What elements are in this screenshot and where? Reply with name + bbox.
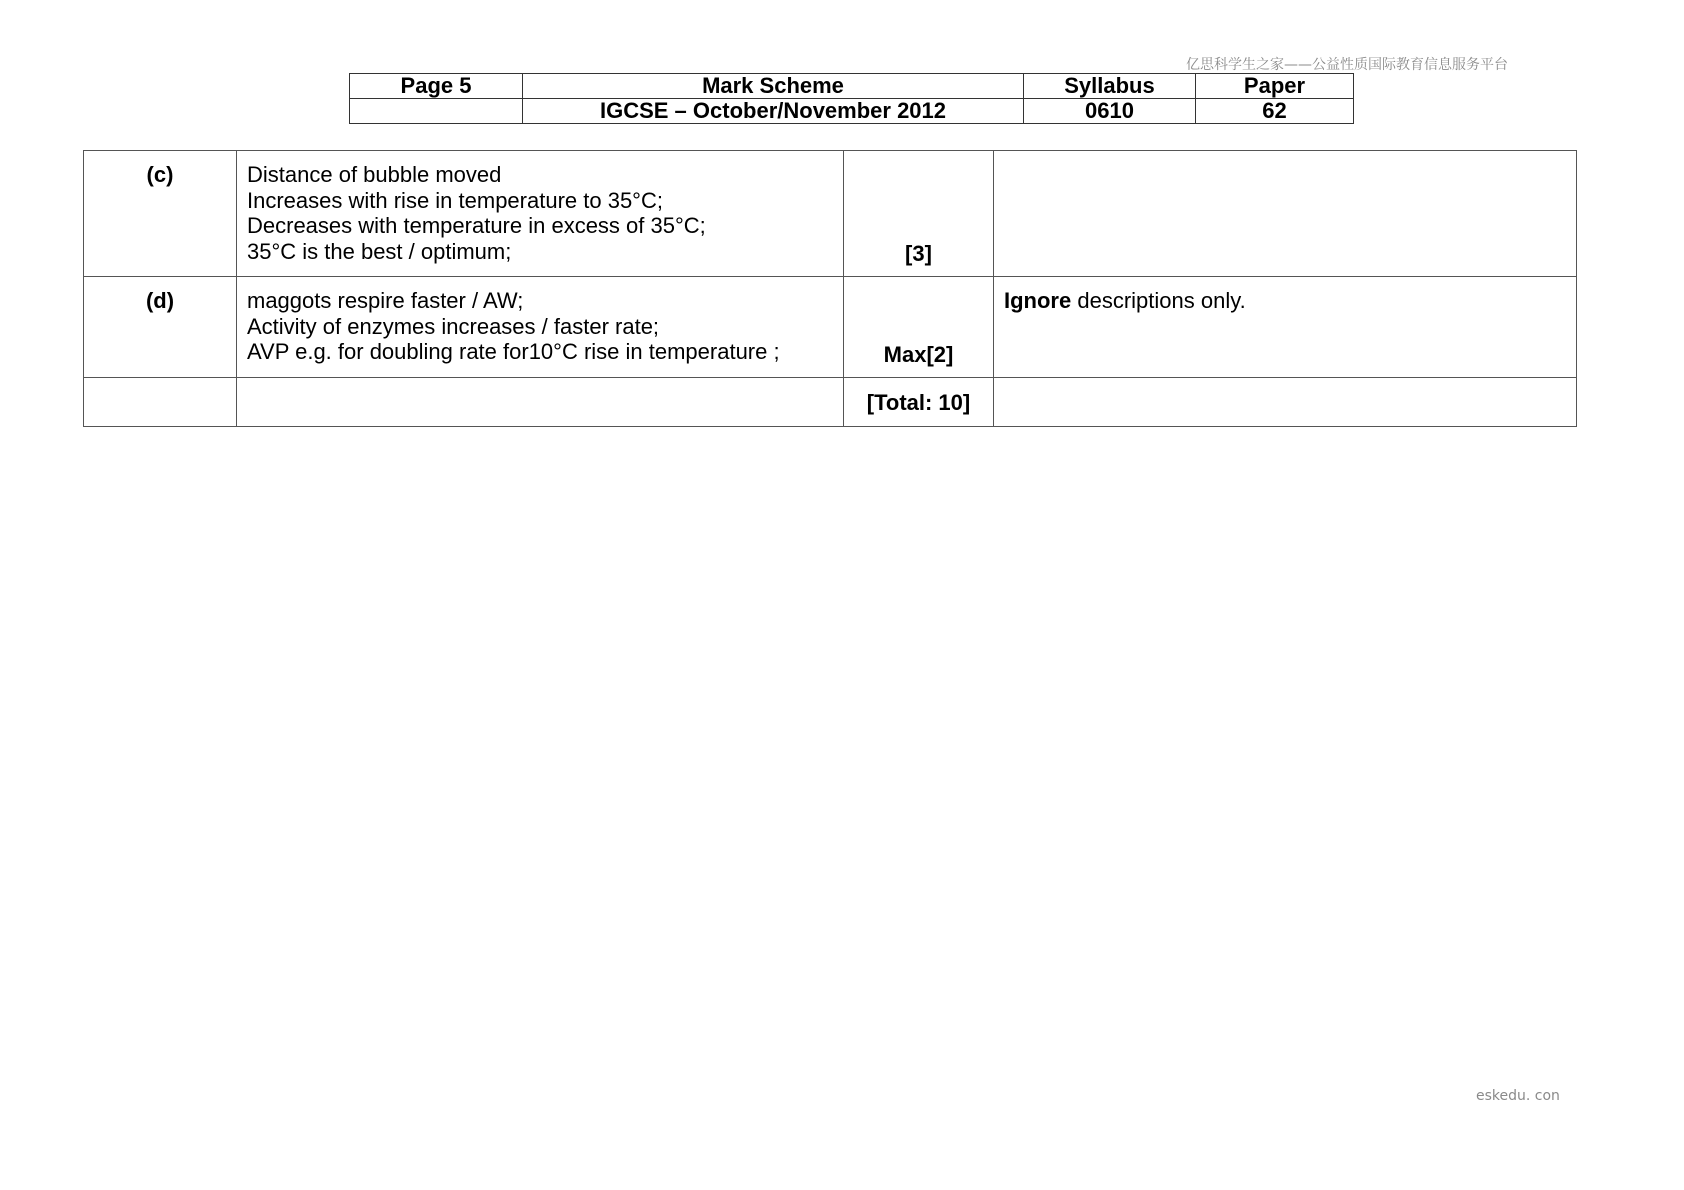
header-row-1 <box>350 74 1354 99</box>
paper-number: 62 <box>1196 99 1354 124</box>
guidance-keyword: Ignore <box>1004 288 1072 313</box>
header-table <box>349 73 1354 124</box>
answer-line: Activity of enzymes increases / faster rate; <box>247 313 660 339</box>
question-label: (d) <box>84 277 237 378</box>
answer-line: Decreases with temperature in excess of 35°C; <box>247 213 706 238</box>
guidance-text: descriptions only. <box>1071 288 1246 313</box>
question-row-c <box>84 151 1577 277</box>
total-marks: [Total: 10] <box>844 378 994 427</box>
answer-line: 35°C is the best / optimum; <box>247 238 512 264</box>
answer-line: Increases with rise in temperature to 35°C; <box>247 187 663 213</box>
answer-line: AVP e.g. for doubling rate for10°C rise in temperature ; <box>247 339 780 364</box>
exam-session: IGCSE – October/November 2012 <box>523 99 1024 124</box>
watermark-top: 亿思科学生之家——公益性质国际教育信息服务平台 <box>1186 57 1508 73</box>
mark-scheme-table <box>83 150 1577 427</box>
question-row-d <box>84 277 1577 378</box>
watermark-bottom: eskedu. con <box>1476 1088 1560 1104</box>
header-row-2 <box>350 99 1354 124</box>
paper-label: Paper <box>1196 74 1354 99</box>
answer-line: Distance of bubble moved <box>247 162 502 187</box>
syllabus-label: Syllabus <box>1024 74 1196 99</box>
total-empty-cell <box>994 378 1577 427</box>
marks-cell: [3] <box>844 151 994 277</box>
answer-cell <box>237 151 844 277</box>
page-number: Page 5 <box>350 74 523 99</box>
marks-cell: Max[2] <box>844 277 994 378</box>
answer-cell <box>237 277 844 378</box>
guidance-cell <box>994 277 1577 378</box>
question-label: (c) <box>84 151 237 277</box>
total-row <box>84 378 1577 427</box>
guidance-cell <box>994 151 1577 277</box>
answer-line: maggots respire faster / AW; <box>247 288 524 313</box>
total-empty-cell <box>237 378 844 427</box>
total-empty-cell <box>84 378 237 427</box>
syllabus-code: 0610 <box>1024 99 1196 124</box>
document-title: Mark Scheme <box>523 74 1024 99</box>
header-empty-cell <box>350 99 523 124</box>
